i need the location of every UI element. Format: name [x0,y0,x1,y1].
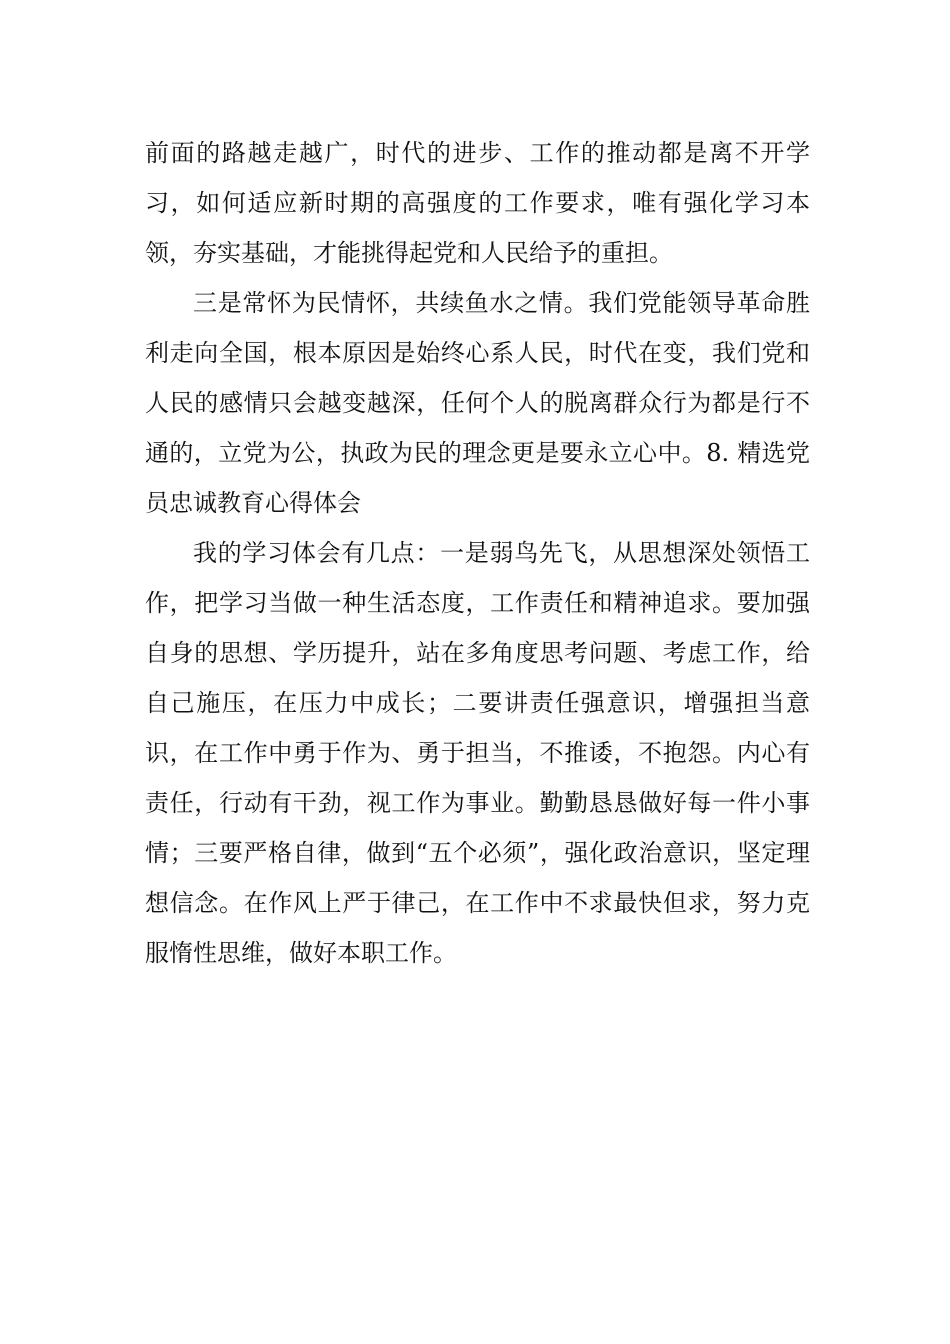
paragraph-2: 三是常怀为民情怀，共续鱼水之情。我们党能领导革命胜利走向全国，根本原因是始终心系人民，时代在变，我们党和人民的感情只会越变越深，任何个人的脱离群众行为都是行不通的，立党为公，执政为民的理念更是要永立心中。8. 精选党员忠诚教育心得体会 [145,289,810,517]
document-body [145,128,810,978]
paragraph-1: 前面的路越走越广，时代的进步、工作的推动都是离不开学习，如何适应新时期的高强度的工作要求，唯有强化学习本领，夯实基础，才能挑得起党和人民给予的重担。 [145,139,810,267]
paragraph-3: 我的学习体会有几点：一是弱鸟先飞，从思想深处领悟工作，把学习当做一种生活态度，工作责任和精神追求。要加强自身的思想、学历提升，站在多角度思考问题、考虑工作，给自己施压，在压力中成长；二要讲责任强意识，增强担当意识，在工作中勇于作为、勇于担当，不推诿，不抱怨。内心有责任，行动有干劲，视工作为事业。勤勤恳恳做好每一件小事情；三要严格自律，做到“五个必须”，强化政治意识，坚定理想信念。在作风上严于律己，在工作中不求最快但求，努力克服惰性思维，做好本职工作。 [145,539,810,967]
